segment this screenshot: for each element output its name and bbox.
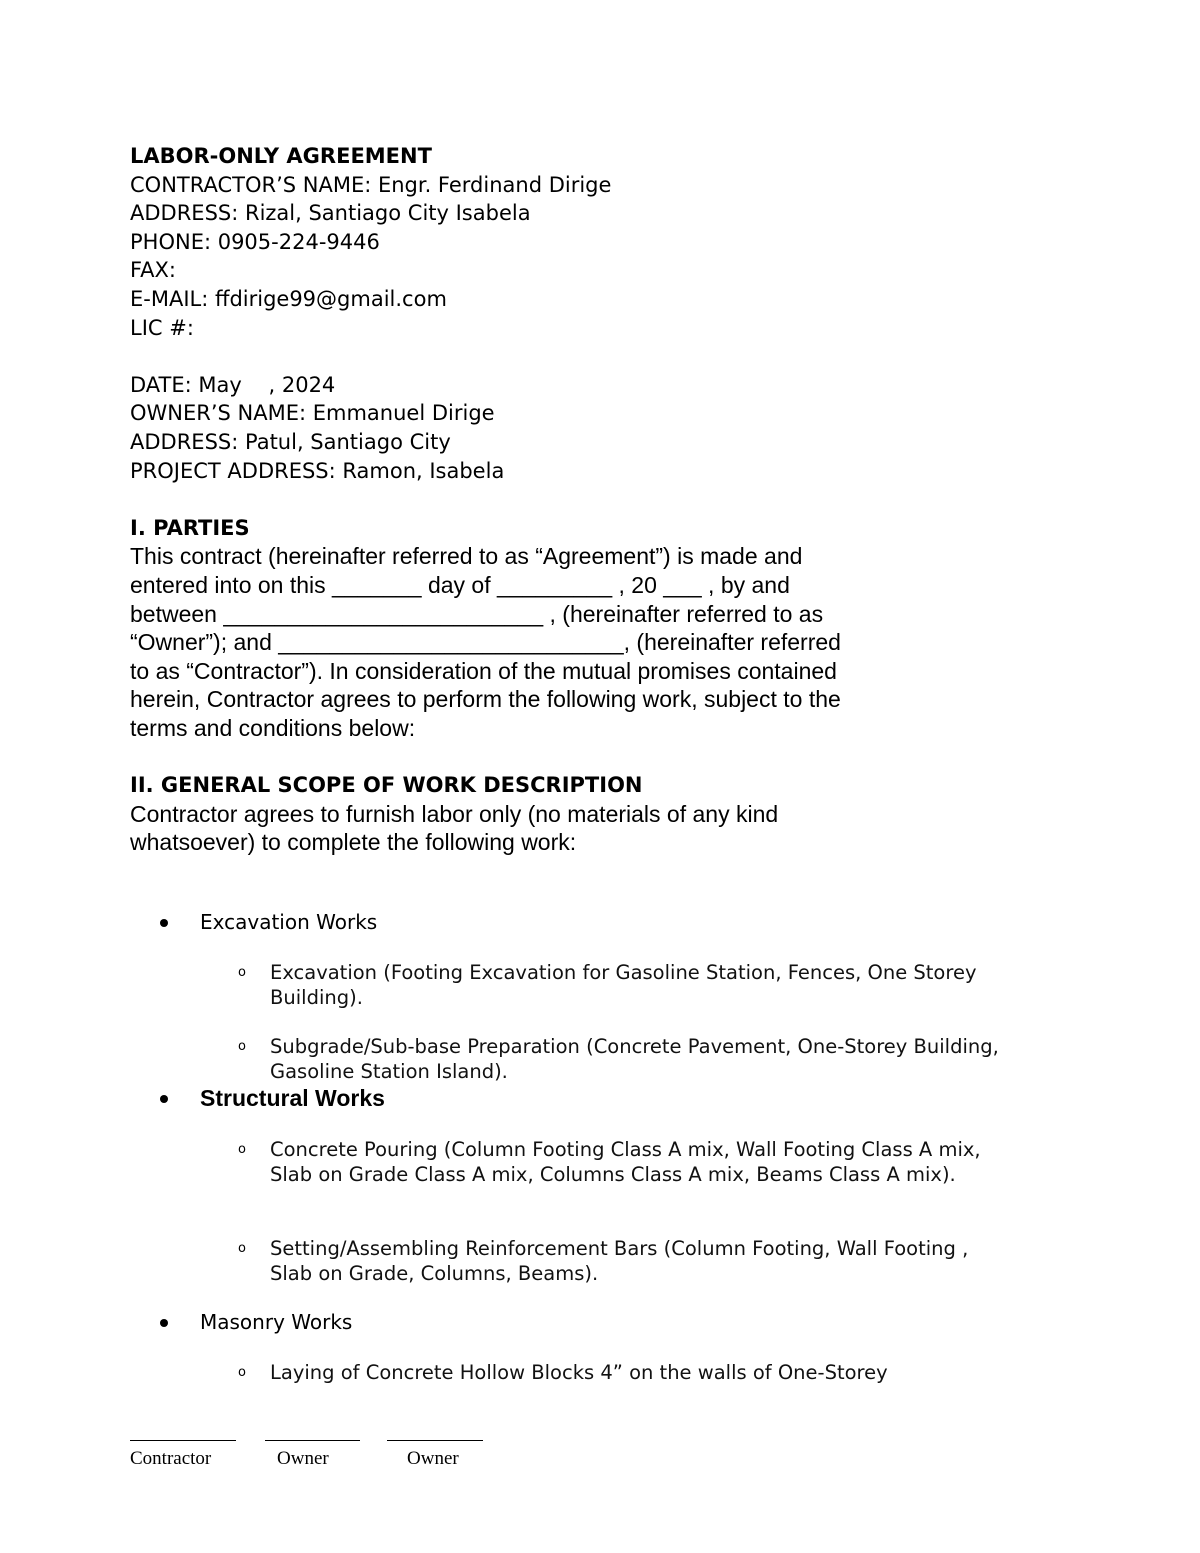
parties-line: between _________________________ , (hereinafter referred to as	[130, 600, 824, 627]
contractor-fax: FAX:	[130, 258, 176, 283]
sub-item-text: Subgrade/Sub-base Preparation (Concrete Pavement, One-Storey Building, Gasoline Station Island).	[270, 1035, 999, 1083]
signature-label: Owner	[277, 1448, 329, 1469]
contractor-address: ADDRESS: Rizal, Santiago City Isabela	[130, 201, 531, 226]
contractor-phone: PHONE: 0905-224-9446	[130, 229, 380, 254]
bullet-icon	[160, 919, 168, 927]
contractor-license: LIC #:	[130, 315, 194, 340]
section-parties-heading: I. PARTIES	[130, 515, 250, 540]
scope-line: whatsoever) to complete the following work:	[130, 829, 577, 856]
sub-item-text: Setting/Assembling Reinforcement Bars (Column Footing, Wall Footing , Slab on Grade, Columns, Beams).	[270, 1237, 969, 1285]
parties-line: This contract (hereinafter referred to as “Agreement”) is made and	[130, 543, 803, 570]
scope-line: Contractor agrees to furnish labor only (no materials of any kind	[130, 800, 779, 827]
agreement-date: DATE: May , 2024	[130, 372, 336, 397]
document-title: LABOR-ONLY AGREEMENT	[130, 144, 432, 168]
bullet-icon	[160, 1319, 168, 1327]
parties-line: “Owner”); and ___________________________, (hereinafter referred	[130, 629, 841, 656]
circle-bullet-icon: o	[238, 1039, 246, 1054]
bullet-icon	[160, 1095, 168, 1103]
signature-line	[387, 1440, 483, 1441]
section-scope-heading: II. GENERAL SCOPE OF WORK DESCRIPTION	[130, 773, 643, 798]
parties-line: to as “Contractor”). In consideration of the mutual promises contained	[130, 657, 837, 684]
parties-line: entered into on this _______ day of _________ , 20 ___ , by and	[130, 571, 790, 598]
signature-owner-2	[387, 1440, 483, 1469]
circle-bullet-icon: o	[238, 965, 246, 980]
owner-address: ADDRESS: Patul, Santiago City	[130, 429, 451, 454]
spacer	[130, 342, 1030, 371]
bullet-label: Excavation Works	[200, 910, 378, 934]
section-scope-text	[130, 800, 990, 857]
spacer	[130, 485, 1030, 514]
signature-label: Owner	[407, 1448, 459, 1469]
signature-label: Contractor	[130, 1448, 212, 1469]
signature-line	[265, 1440, 360, 1441]
circle-bullet-icon: o	[238, 1365, 246, 1380]
parties-line: herein, Contractor agrees to perform the following work, subject to the	[130, 686, 841, 713]
circle-bullet-icon: o	[238, 1142, 246, 1157]
project-address: PROJECT ADDRESS: Ramon, Isabela	[130, 458, 505, 483]
bullet-label: Structural Works	[200, 1085, 385, 1111]
spacer	[130, 742, 1030, 771]
signature-owner-1	[265, 1440, 360, 1469]
sub-item-text: Laying of Concrete Hollow Blocks 4” on the walls of One-Storey	[270, 1361, 888, 1384]
signature-contractor	[130, 1440, 236, 1469]
sub-item-text: Concrete Pouring (Column Footing Class A mix, Wall Footing Class A mix, Slab on Grade Class A mix, Columns Class A mix, Beams Class A mix).	[270, 1138, 981, 1186]
parties-line: terms and conditions below:	[130, 714, 416, 741]
contractor-email: E-MAIL: ffdirige99@gmail.com	[130, 286, 447, 311]
signature-line	[130, 1440, 236, 1441]
contractor-name: CONTRACTOR’S NAME: Engr. Ferdinand Dirige	[130, 172, 612, 197]
section-parties-text	[130, 542, 990, 742]
sub-item-text: Excavation (Footing Excavation for Gasoline Station, Fences, One Storey Building).	[270, 961, 977, 1009]
owner-name: OWNER’S NAME: Emmanuel Dirige	[130, 401, 495, 426]
circle-bullet-icon: o	[238, 1241, 246, 1256]
agreement-header	[130, 142, 1030, 857]
bullet-label: Masonry Works	[200, 1310, 353, 1334]
